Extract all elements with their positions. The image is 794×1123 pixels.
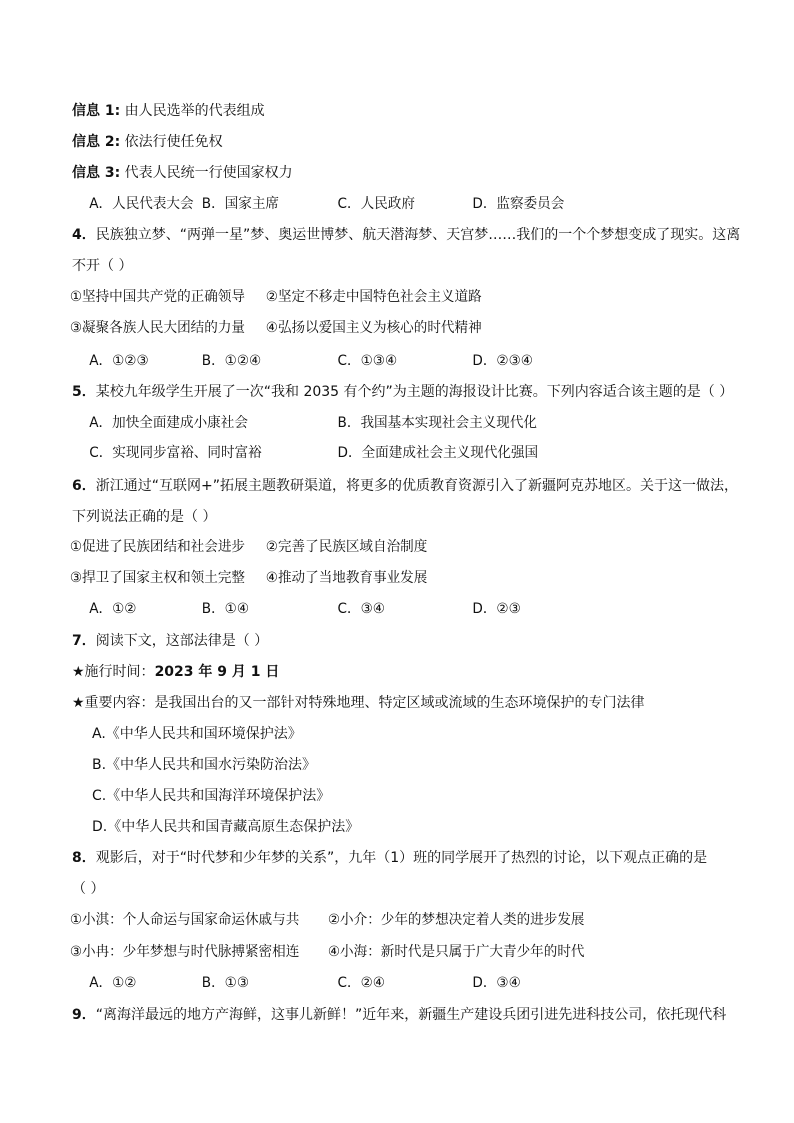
question-number: 4． (72, 227, 96, 243)
option-c: C．人民政府 (337, 196, 415, 212)
question-stem: 浙江通过“互联网+”拓展主题教研渠道，将更多的优质教育资源引入了新疆阿克苏地区。关于这一做法， (95, 478, 738, 494)
option-b: B．①②④ (201, 353, 262, 369)
option-b: B．国家主席 (201, 196, 279, 212)
question-number: 8． (72, 850, 96, 866)
statement-2: ②小介：少年的梦想决定着人类的进步发展 (327, 912, 585, 928)
option-b: B．我国基本实现社会主义现代化 (337, 415, 538, 431)
info-line-2 (72, 132, 223, 152)
info-line-3 (72, 163, 293, 183)
time-label: ★施行时间： (72, 664, 155, 680)
q7-time (72, 662, 279, 682)
option-d: D.《中华人民共和国青藏高原生态保护法》 (92, 819, 360, 835)
option-b: B．①④ (201, 601, 250, 617)
option-d: D．②③ (472, 601, 521, 617)
statement-3: ③捍卫了国家主权和领土完整 (69, 570, 245, 586)
option-d: D．③④ (472, 975, 521, 991)
info-label: 信息 2: (72, 134, 121, 150)
statement-2: ②完善了民族区域自治制度 (265, 539, 428, 555)
q9-stem (72, 1005, 726, 1025)
statement-2: ②坚定不移走中国特色社会主义道路 (265, 289, 482, 305)
option-b: B．①③ (201, 975, 250, 991)
question-number: 5． (72, 384, 96, 400)
statement-3: ③小冉：少年梦想与时代脉搏紧密相连 (69, 944, 300, 960)
time-value: 2023 年 9 月 1 日 (154, 664, 280, 680)
q8-stem-line-2: （ ） (72, 881, 105, 897)
option-a: A．加快全面建成小康社会 (89, 415, 248, 431)
q4-stem-line-1 (72, 225, 740, 245)
q8-stem-line-1 (72, 848, 707, 868)
info-text: 依法行使任免权 (120, 134, 223, 150)
option-a: A．①②③ (89, 353, 149, 369)
question-stem: 阅读下文，这部法律是（ ） (95, 633, 269, 649)
q6-stem-line-2: 下列说法正确的是（ ） (72, 509, 217, 525)
question-stem: 民族独立梦、“两弹一星”梦、奥运世博梦、航天潜海梦、天宫梦……我们的一个个梦想变成了现实。这离 (95, 227, 741, 243)
option-d: D．监察委员会 (472, 196, 565, 212)
statement-1: ①促进了民族团结和社会进步 (69, 539, 245, 555)
option-c: C．①③④ (337, 353, 398, 369)
question-number: 6． (72, 478, 96, 494)
info-label: 信息 1: (72, 103, 121, 119)
q6-stem-line-1 (72, 476, 738, 496)
option-c: C.《中华人民共和国海洋环境保护法》 (92, 788, 331, 804)
statement-1: ①小淇：个人命运与国家命运休戚与共 (69, 912, 300, 928)
question-number: 9． (72, 1007, 96, 1023)
option-b: B.《中华人民共和国水污染防治法》 (92, 757, 317, 773)
statement-4: ④弘扬以爱国主义为核心的时代精神 (265, 320, 482, 336)
question-number: 7． (72, 633, 96, 649)
statement-4: ④推动了当地教育事业发展 (265, 570, 428, 586)
option-c: C．③④ (337, 601, 385, 617)
statement-4: ④小海：新时代是只属于广大青少年的时代 (327, 944, 585, 960)
option-c: C．②④ (337, 975, 385, 991)
option-a: A．①② (89, 601, 137, 617)
statement-3: ③凝聚各族人民大团结的力量 (69, 320, 245, 336)
question-stem: 观影后，对于“时代梦和少年梦的关系”，九年（1）班的同学展开了热烈的讨论，以下观点正确的是 (95, 850, 708, 866)
option-a: A．①② (89, 975, 137, 991)
option-a: A．人民代表大会 (89, 196, 194, 212)
q4-stem-line-2: 不开（ ） (72, 258, 133, 274)
option-a: A.《中华人民共和国环境保护法》 (92, 726, 302, 742)
option-d: D．全面建成社会主义现代化强国 (337, 445, 539, 461)
q7-content: ★重要内容：是我国出台的又一部针对特殊地理、特定区域或流域的生态环境保护的专门法律 (72, 695, 645, 711)
info-label: 信息 3: (72, 165, 121, 181)
option-d: D．②③④ (472, 353, 533, 369)
statement-1: ①坚持中国共产党的正确领导 (69, 289, 245, 305)
q5-stem (72, 382, 733, 402)
q7-stem (72, 631, 268, 651)
info-text: 由人民选举的代表组成 (120, 103, 265, 119)
option-c: C．实现同步富裕、同时富裕 (89, 445, 262, 461)
info-text: 代表人民统一行使国家权力 (120, 165, 293, 181)
info-line-1 (72, 101, 265, 121)
question-stem: “离海洋最远的地方产海鲜，这事儿新鲜！”近年来，新疆生产建设兵团引进先进科技公司，依托现代科 (95, 1007, 727, 1023)
question-stem: 某校九年级学生开展了一次“我和 2035 有个约”为主题的海报设计比赛。下列内容适合该主题的是（ ） (95, 384, 734, 400)
